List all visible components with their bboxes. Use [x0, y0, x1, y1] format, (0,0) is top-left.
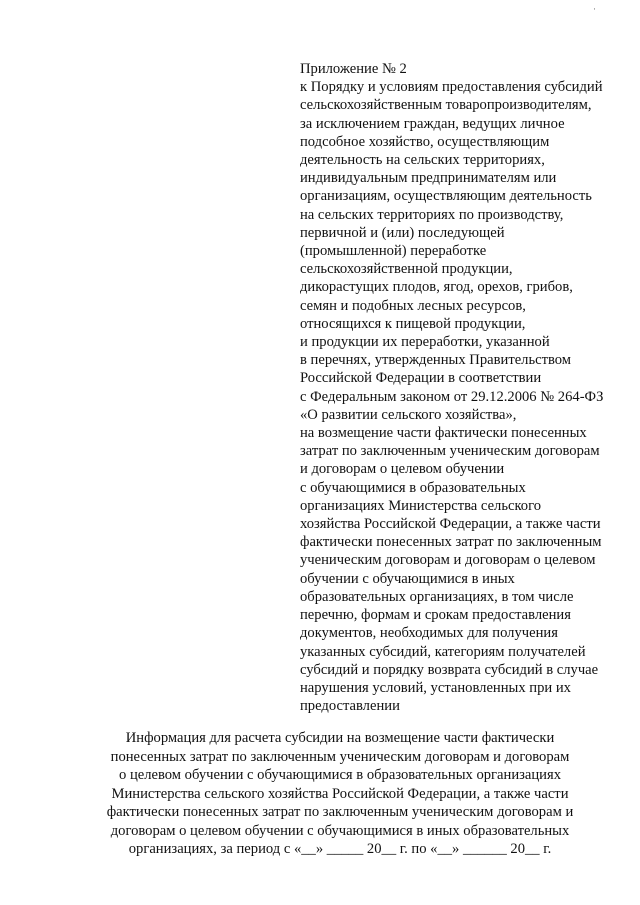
- appendix-line: дикорастущих плодов, ягод, орехов, грибов,: [300, 279, 573, 296]
- appendix-line: первичной и (или) последующей: [300, 224, 505, 241]
- appendix-line: с обучающимися в образовательных: [300, 479, 526, 496]
- info-period-line: организациях, за период с «__» _____ 20__ г. по «__» ______ 20__ г.: [128, 841, 552, 857]
- appendix-line: сельскохозяйственной продукции,: [300, 261, 513, 278]
- info-heading: [60, 729, 620, 859]
- appendix-line: относящихся к пищевой продукции,: [300, 315, 526, 332]
- appendix-line: перечню, формам и срокам предоставления: [300, 607, 571, 624]
- appendix-line: подсобное хозяйство, осуществляющим: [300, 133, 550, 150]
- appendix-line: затрат по заключенным ученическим договорам: [300, 443, 600, 460]
- info-line: понесенных затрат по заключенным ученическим договорам и договорам: [110, 748, 570, 765]
- appendix-line: деятельность на сельских территориях,: [300, 152, 545, 169]
- appendix-line: Российской Федерации в соответствии: [300, 370, 542, 387]
- appendix-line: (промышленной) переработке: [300, 243, 487, 260]
- appendix-line: сельскохозяйственным товаропроизводителям,: [300, 97, 592, 114]
- appendix-line: семян и подобных лесных ресурсов,: [300, 297, 526, 314]
- appendix-line: организациям, осуществляющим деятельность: [300, 188, 592, 205]
- appendix-line: на сельских территориях по производству,: [300, 206, 564, 223]
- appendix-line: с Федеральным законом от 29.12.2006 № 264-ФЗ: [300, 388, 604, 405]
- info-line: Информация для расчета субсидии на возмещение части фактически: [125, 730, 555, 746]
- appendix-line: документов, необходимых для получения: [300, 625, 558, 642]
- appendix-line: в перечнях, утвержденных Правительством: [300, 352, 572, 369]
- appendix-line: обучении с обучающимися в иных: [300, 570, 515, 587]
- info-line: о целевом обучении с обучающимися в образовательных организациях: [119, 767, 561, 783]
- appendix-line: указанных субсидий, категориям получателей: [300, 643, 586, 660]
- info-line: Министерства сельского хозяйства Российской Федерации, а также части: [111, 785, 569, 802]
- appendix-line: образовательных организациях, в том числе: [300, 588, 574, 605]
- appendix-line: ученическим договорам и договорам о целевом: [300, 552, 596, 569]
- appendix-line: «О развитии сельского хозяйства»,: [300, 406, 517, 423]
- appendix-line: к Порядку и условиям предоставления субсидий: [300, 79, 603, 96]
- appendix-title: Приложение № 2: [300, 61, 407, 77]
- corner-mark: ·: [593, 4, 596, 14]
- appendix-header: [300, 60, 630, 715]
- appendix-line: предоставлении: [300, 698, 400, 715]
- appendix-line: на возмещение части фактически понесенных: [300, 425, 587, 442]
- appendix-line: за исключением граждан, ведущих личное: [300, 115, 565, 132]
- appendix-line: организациях Министерства сельского: [300, 497, 542, 514]
- appendix-line: фактически понесенных затрат по заключенным: [300, 534, 602, 551]
- info-line: фактически понесенных затрат по заключенным ученическим договорам и: [106, 804, 574, 820]
- appendix-line: индивидуальным предпринимателям или: [300, 170, 557, 187]
- appendix-line: субсидий и порядку возврата субсидий в случае: [300, 661, 599, 678]
- appendix-line: хозяйства Российской Федерации, а также части: [300, 516, 601, 533]
- appendix-line: и продукции их переработки, указанной: [300, 334, 550, 351]
- appendix-line: и договорам о целевом обучении: [300, 461, 505, 478]
- info-line: договорам о целевом обучении с обучающимися в иных образовательных: [110, 822, 570, 839]
- appendix-line: нарушения условий, установленных при их: [300, 679, 571, 696]
